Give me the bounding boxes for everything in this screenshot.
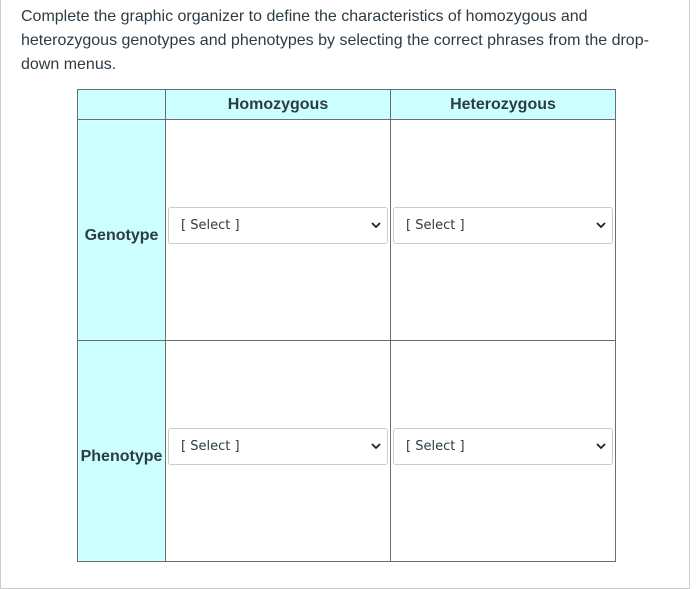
chevron-down-icon	[596, 220, 606, 230]
table-row-genotype	[78, 120, 616, 341]
select-genotype-heterozygous[interactable]	[393, 207, 613, 244]
chevron-down-icon	[371, 441, 381, 451]
select-value: [ Select ]	[406, 438, 465, 454]
cell-genotype-heterozygous	[391, 120, 616, 341]
cell-phenotype-homozygous	[166, 341, 391, 562]
graphic-organizer-table	[77, 89, 616, 562]
select-genotype-homozygous[interactable]	[168, 207, 388, 244]
select-value: [ Select ]	[406, 217, 465, 233]
row-label-genotype: Genotype	[84, 227, 159, 244]
row-label-phenotype: Phenotype	[80, 448, 163, 465]
select-phenotype-homozygous[interactable]	[168, 428, 388, 465]
select-value: [ Select ]	[181, 217, 240, 233]
cell-phenotype-heterozygous	[391, 341, 616, 562]
row-header-genotype	[78, 120, 166, 341]
cell-genotype-homozygous	[166, 120, 391, 341]
column-header-heterozygous: Heterozygous	[391, 90, 616, 120]
question-instructions: Complete the graphic organizer to define the characteristics of homozygous and heterozygous genotypes and phenotypes by selecting the correct phrases from the drop-down menus.	[21, 8, 649, 73]
column-header-homozygous: Homozygous	[166, 90, 391, 120]
select-value: [ Select ]	[181, 438, 240, 454]
header-row	[78, 90, 616, 120]
chevron-down-icon	[596, 441, 606, 451]
corner-cell	[78, 90, 166, 120]
select-phenotype-heterozygous[interactable]	[393, 428, 613, 465]
table-row-phenotype	[78, 341, 616, 562]
row-header-phenotype	[78, 341, 166, 562]
chevron-down-icon	[371, 220, 381, 230]
